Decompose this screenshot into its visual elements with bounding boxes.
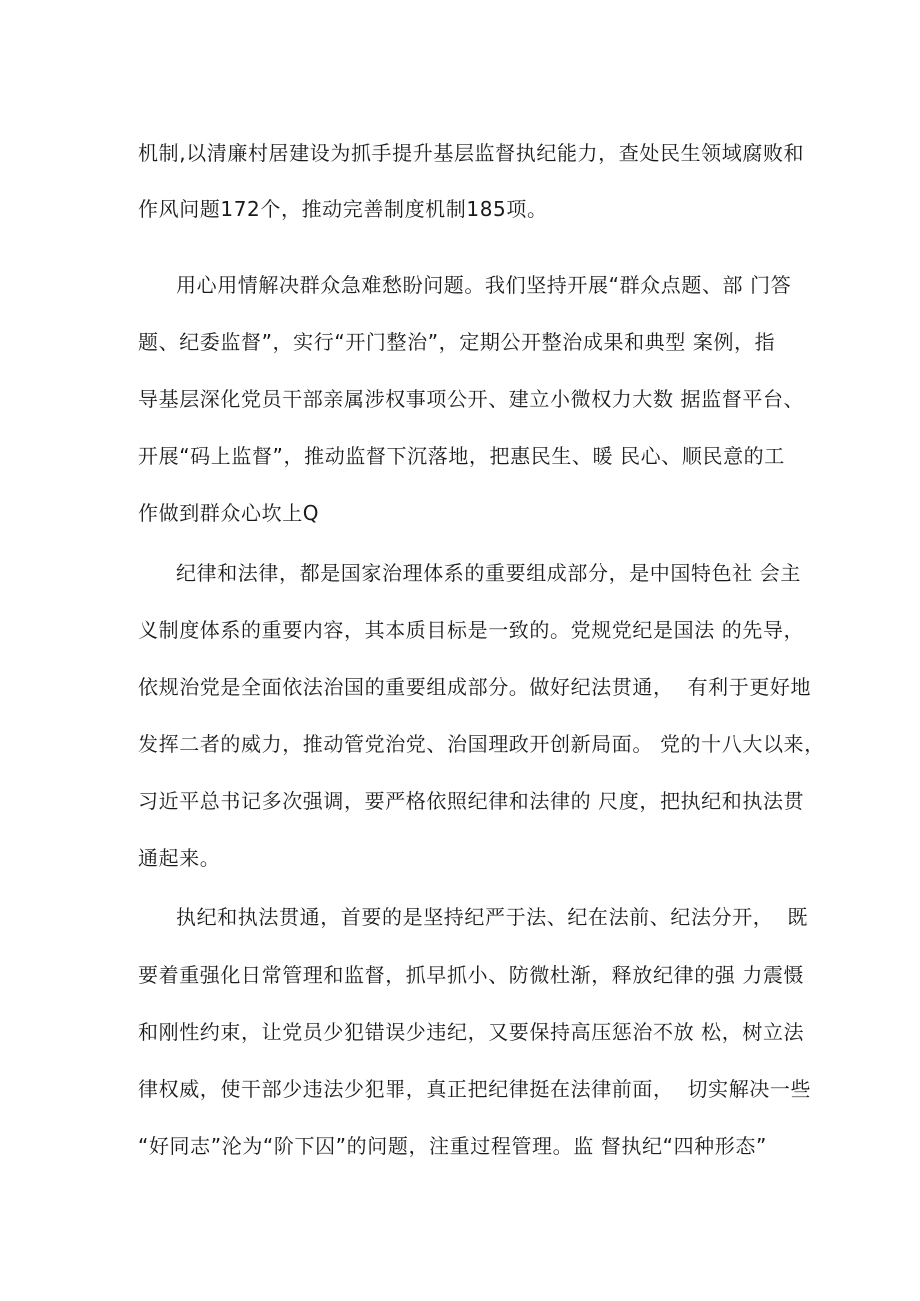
text-line: 通起来。 <box>138 846 221 870</box>
text-line: 律权威，使干部少违法少犯罪，真正把纪律挺在法律前面， 切实解决一些 <box>138 1077 812 1101</box>
text-line: 要着重强化日常管理和监督，抓早抓小、防微杜渐，释放纪律的强 力震慑 <box>138 963 805 987</box>
text-line: 作做到群众心坎上Q <box>138 501 320 525</box>
text-line: “好同志”沦为“阶下囚”的问题，注重过程管理。监 督执纪“四种形态” <box>138 1134 767 1158</box>
paragraph-start-line: 用心用情解决群众急难愁盼问题。我们坚持开展“群众点题、部 门答 <box>176 273 792 297</box>
text-line: 义制度体系的重要内容，其本质目标是一致的。党规党纪是国法 的先导， <box>138 618 805 642</box>
text-line: 开展“码上监督”，推动监督下沉落地，把惠民生、暖 民心、顺民意的工 <box>138 444 785 468</box>
text-line: 导基层深化党员干部亲属涉权事项公开、建立小微权力大数 据监督平台、 <box>138 387 805 411</box>
paragraph-start-line: 执纪和执法贯通，首要的是坚持纪严于法、纪在法前、纪法分开， 既 <box>176 905 808 929</box>
text-line: 机制,以清廉村居建设为抓手提升基层监督执纪能力，查处民生领域腐败和 <box>138 141 805 165</box>
text-line: 发挥二者的威力，推动管党治党、治国理政开创新局面。 党的十八大以来， <box>138 732 825 756</box>
text-line: 作风问题172个，推动完善制度机制185项。 <box>138 197 548 221</box>
text-line: 题、纪委监督”，实行“开门整治”，定期公开整治成果和典型 案例，指 <box>138 330 776 354</box>
text-line: 和刚性约束，让党员少犯错误少违纪，又要保持高压惩治不放 松，树立法 <box>138 1020 805 1044</box>
text-line: 依规治党是全面依法治国的重要组成部分。做好纪法贯通， 有利于更好地 <box>138 675 812 699</box>
text-line: 习近平总书记多次强调，要严格依照纪律和法律的 尺度，把执纪和执法贯 <box>138 789 805 813</box>
paragraph-start-line: 纪律和法律，都是国家治理体系的重要组成部分，是中国特色社 会主 <box>176 561 801 585</box>
